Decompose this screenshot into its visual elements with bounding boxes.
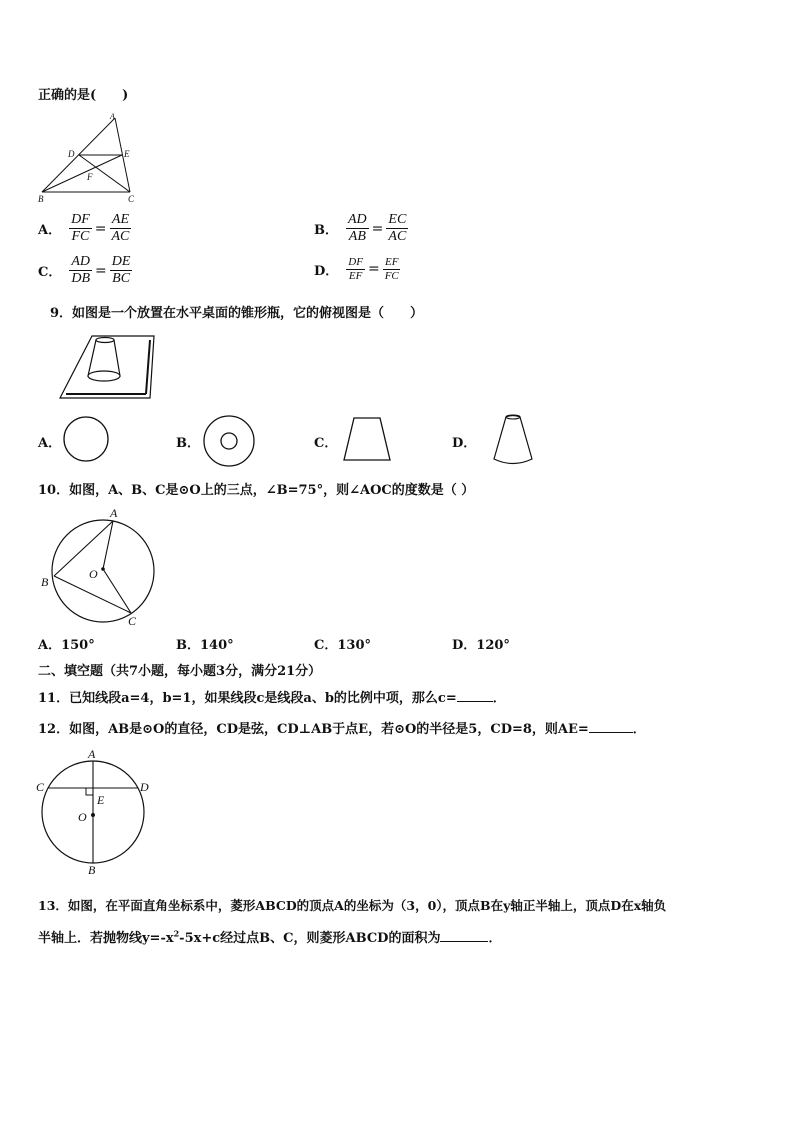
q8-b-left-den: AB: [348, 229, 366, 245]
q13-line2-b: -5x+c经过点B、C，则菱形ABCD的面积为: [179, 931, 441, 946]
q8-b-eq: =: [371, 220, 384, 237]
q9-option-a-label[interactable]: A．: [38, 436, 62, 451]
q8-d-right-den: FC: [384, 269, 399, 282]
q9-option-a-circle-icon[interactable]: [62, 414, 112, 464]
q8-a-right-num: AE: [110, 212, 131, 229]
q8-c-right-num: DE: [110, 254, 133, 271]
q12-label-e: E: [97, 793, 105, 807]
q9-stem: 9．如图是一个放置在水平桌面的锥形瓶，它的俯视图是（ ）: [50, 306, 424, 321]
q10-option-b[interactable]: B．140°: [176, 638, 234, 653]
q8-stem-tail: 正确的是( ): [38, 88, 129, 103]
q12-end: ．: [632, 722, 646, 737]
q9-option-d-cone-icon[interactable]: [488, 412, 538, 468]
q8-a-eq: =: [94, 220, 107, 237]
q8-b-right-num: EC: [386, 212, 408, 229]
q12-label-d: D: [140, 780, 149, 794]
q13-superscript: 2: [173, 928, 180, 939]
q11-line: [38, 687, 506, 706]
q8-c-right-den: BC: [112, 271, 131, 287]
q10-option-d[interactable]: D．120°: [452, 638, 510, 653]
q8-label-b: B: [38, 194, 44, 204]
q8-label-c: C: [128, 194, 135, 204]
q13-line2-a: 半轴上．若抛物线y=-x: [38, 931, 174, 946]
q8-option-a-label: A．: [38, 223, 62, 239]
q10-label-a: A: [110, 506, 118, 520]
q13-answer-blank[interactable]: [440, 941, 488, 942]
q8-label-a: A: [110, 112, 115, 121]
q8-option-a[interactable]: [38, 212, 131, 245]
q12-label-a: A: [88, 747, 96, 761]
section2-title: 二、填空题（共7小题，每小题3分，满分21分）: [38, 664, 322, 679]
q11-end: ．: [492, 691, 506, 706]
q10-stem: 10．如图，A、B、C是⊙O上的三点，∠B=75°，则∠AOC的度数是（ ）: [38, 483, 475, 498]
q9-flask-figure: [58, 332, 158, 400]
q8-option-c[interactable]: [38, 254, 132, 287]
q8-option-b[interactable]: [314, 212, 408, 245]
q8-c-left-num: AD: [69, 254, 92, 271]
q13-line1: 13．如图，在平面直角坐标系中，菱形ABCD的顶点A的坐标为（3，0），顶点B在y轴正半轴上，顶点D在x轴负: [38, 898, 667, 913]
q9-option-b-concentric-circles-icon[interactable]: [202, 414, 258, 468]
q9-option-d-label[interactable]: D．: [452, 436, 477, 451]
q8-c-eq: =: [95, 262, 107, 279]
q12-label-b: B: [88, 863, 96, 877]
q8-label-d: D: [68, 149, 75, 159]
q8-c-left-den: DB: [71, 271, 91, 287]
q8-a-left-den: FC: [71, 229, 90, 245]
q8-option-d-label: D．: [314, 263, 339, 279]
q8-label-e: E: [124, 149, 130, 159]
q8-a-left-num: DF: [69, 212, 92, 229]
q12-circle-figure: [34, 746, 158, 877]
q12-label-o: O: [78, 810, 87, 824]
q10-circle-figure: [40, 504, 162, 628]
q9-option-c-label[interactable]: C．: [314, 436, 338, 451]
q12-answer-blank[interactable]: [589, 732, 633, 733]
q8-a-right-den: AC: [111, 229, 130, 245]
q11-stem: 11．已知线段a=4，b=1，如果线段c是线段a、b的比例中项，那么c=: [38, 691, 457, 706]
q8-d-left-num: DF: [348, 256, 363, 268]
q10-label-o: O: [89, 567, 98, 581]
q10-label-b: B: [41, 575, 49, 589]
q10-option-a[interactable]: A．150°: [38, 638, 95, 653]
q8-option-b-label: B．: [314, 223, 338, 239]
q8-triangle-figure: [38, 110, 138, 205]
q8-d-eq: =: [367, 261, 380, 278]
q13-end: ．: [488, 931, 502, 946]
q9-option-c-trapezoid-icon[interactable]: [340, 414, 394, 464]
q10-label-c: C: [128, 614, 137, 628]
q10-option-c[interactable]: C．130°: [314, 638, 371, 653]
q8-option-d[interactable]: [314, 256, 401, 282]
q8-d-right-num: EF: [384, 256, 399, 268]
q12-label-c: C: [36, 780, 45, 794]
q12-line: [38, 718, 646, 737]
q13-line2: [38, 927, 501, 946]
q9-option-b-label[interactable]: B．: [176, 436, 200, 451]
q11-answer-blank[interactable]: [457, 701, 493, 702]
q12-stem: 12．如图，AB是⊙O的直径，CD是弦，CD⊥AB于点E，若⊙O的半径是5，CD=8，则AE=: [38, 722, 589, 737]
q8-label-f: F: [87, 172, 93, 182]
q8-option-c-label: C．: [38, 265, 62, 281]
q8-b-right-den: AC: [388, 229, 407, 245]
q8-b-left-num: AD: [346, 212, 369, 229]
q8-d-left-den: EF: [348, 269, 363, 282]
